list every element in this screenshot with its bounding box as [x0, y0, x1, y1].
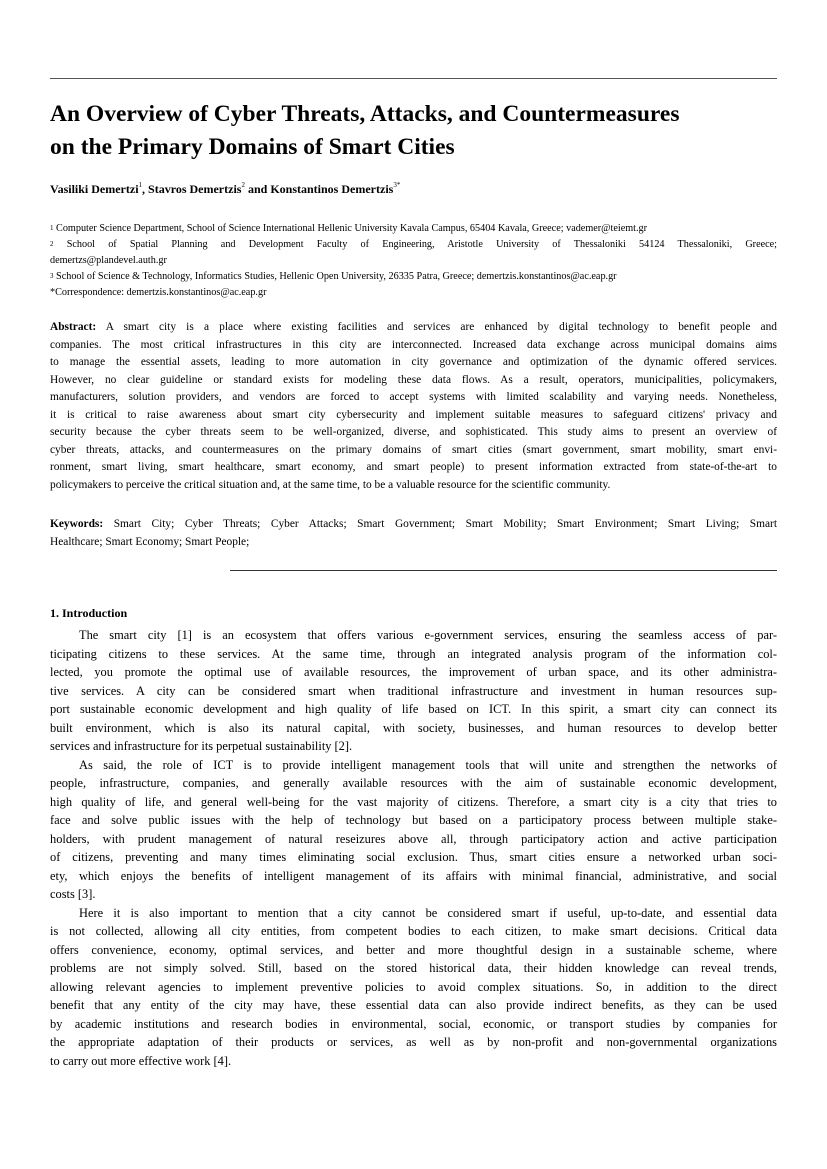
keywords-label: Keywords: — [50, 518, 104, 530]
body-line: benefit that any entity of the city may have, these essential data can also provide indirect benefits, as they can be used — [50, 998, 777, 1012]
body-line: As said, the role of ICT is to provide intelligent management tools that will unite and strengthen the networks of — [79, 757, 777, 772]
body-line: allowing relevant agencies to implement preventive policies to avoid complex situations. So, in addition to the direct — [50, 979, 777, 994]
author-superscript: 1 — [138, 181, 143, 189]
abstract-line: to manage the essential assets, leading to more automation in city governance and optimization of the dynamic offered services. — [50, 356, 777, 368]
body-line: The smart city [1] is an ecosystem that offers various e-government services, ensuring the seamless access of par- — [79, 628, 777, 642]
affiliation-text: School of Spatial Planning and Development Faculty of Engineering, Aristotle University of Thessaloniki 54124 Thessaloniki, Greece; — [53, 239, 777, 250]
affiliation-1 — [50, 221, 777, 237]
abstract-line: it is critical to raise awareness about smart city cybersecurity and implement suitable measures to safeguard citizens' privacy and — [50, 408, 777, 421]
correspondence: *Correspondence: demertzis.konstantinos@ac.eap.gr — [50, 287, 267, 298]
affiliation-3 — [50, 269, 777, 285]
body-line: ticipating citizens to these services. At the same time, through an integrated analysis program of the information col- — [50, 646, 777, 661]
body-line: to carry out more effective work [4]. — [50, 1053, 232, 1068]
title-line-1: An Overview of Cyber Threats, Attacks, and Countermeasures — [50, 101, 680, 127]
abstract-line: companies. The most critical infrastructures in this city are interconnected. Increased data exchange across municipal domains aims — [50, 338, 777, 351]
affiliation-number: 2 — [50, 240, 54, 248]
section-heading: 1. Introduction — [50, 606, 128, 620]
paper-title — [50, 98, 790, 164]
body-line: holders, with prudent management of natural reseizures above all, through participatory action and active participation — [50, 831, 777, 846]
body-line: lected, you promote the optimal use of available resources, the improvement of urban space, and its other administra- — [50, 665, 777, 679]
body-line: is not collected, allowing all city entities, from competent bodies to each citizen, to make smart decisions. Critical data — [50, 924, 777, 938]
body-line: ety, which enjoys the benefits of intelligent management of its affairs with minimal financial, administrative, and social — [50, 868, 777, 883]
body-line: offers convenience, economy, optimal services, and better and more thoughtful design in a sustainable scheme, where — [50, 942, 777, 957]
header-rule — [50, 78, 777, 79]
author-name: Konstantinos Demertzis — [270, 182, 394, 196]
title-line-2: on the Primary Domains of Smart Cities — [50, 134, 455, 160]
body-line: costs [3]. — [50, 887, 96, 901]
affiliations — [50, 221, 777, 301]
body-line: port sustainable economic development and high quality of life based on ICT. In this spirit, a smart city can connect its — [50, 702, 777, 716]
body-line: tive services. A city can be considered smart when traditional infrastructure and investment in human resources sup- — [50, 683, 777, 698]
keywords-line: Keywords: Smart City; Cyber Threats; Cyber Attacks; Smart Government; Smart Mobility; Smart Environment; Smart Living; Smart — [50, 518, 777, 530]
section-rule — [230, 570, 777, 571]
body-line: problems are not simply solved. Still, based on the stored historical data, their hidden knowledge can reveal trends, — [50, 961, 777, 975]
affiliation-2-cont: demertzs@plandevel.auth.gr — [50, 255, 167, 266]
affiliation-number: 1 — [50, 224, 54, 232]
body-line: Here it is also important to mention that a city cannot be considered smart if useful, up-to-date, and essential data — [79, 905, 777, 920]
body-line: high quality of life, and general well-being for the vast majority of citizens. Therefore, a smart city is a city that tries to — [50, 794, 777, 809]
author-separator: and — [244, 182, 271, 196]
affiliation-text: School of Science & Technology, Informatics Studies, Hellenic Open University, 26335 Patra, Greece; demertzis.konstantinos@ac.eap.gr — [53, 271, 617, 282]
abstract-line: policymakers to perceive the critical situation and, at the same time, to be a valuable resource for the scientific community. — [50, 478, 611, 491]
section-body — [50, 626, 777, 1070]
body-line: of citizens, preventing and many times eliminating social exclusion. Thus, smart cities ensure a networked urban soci- — [50, 850, 777, 864]
author-separator: , — [142, 182, 149, 196]
affiliation-2 — [50, 237, 777, 253]
body-line: services and infrastructure for its perpetual sustainability [2]. — [50, 739, 353, 753]
body-line: face and solve public issues with the help of technology but based on a participatory process between multiple stake- — [50, 813, 777, 827]
abstract-line: cyber threats, attacks, and countermeasures on the primary domains of smart cities (smart government, smart mobility, smart envi- — [50, 443, 777, 456]
abstract-line: ronment, smart living, smart healthcare, smart economy, and smart people) to present information extracted from state-of-the-art to — [50, 461, 777, 473]
author-superscript: 2 — [241, 181, 245, 189]
author-name: Stavros Demertzis — [148, 182, 242, 196]
abstract — [50, 319, 777, 494]
author-superscript: 3* — [393, 181, 401, 189]
abstract-line: manufacturers, solution providers, and vendors are forced to accept systems with limited scalability and varying needs. Nonetheless, — [50, 391, 777, 403]
affiliation-number: 3 — [50, 272, 54, 280]
body-line: by academic institutions and research bodies in environmental, social, economic, or transport studies by companies for — [50, 1016, 777, 1031]
body-line: built environment, which is also its natural capital, with society, businesses, and human resources to develop better — [50, 720, 777, 735]
affiliation-text: Computer Science Department, School of Science International Hellenic University Kavala Campus, 65404 Kavala, Greece; vademer@teiemt.gr — [53, 223, 648, 234]
abstract-line: security because the cyber threats seem to be well-organized, diverse, and sophisticated. This study aims to present an overview of — [50, 426, 777, 438]
keywords-line: Healthcare; Smart Economy; Smart People; — [50, 535, 250, 548]
author-list — [50, 182, 400, 197]
body-line: the appropriate adaptation of their products or services, as well as by non-profit and non-governmental organizations — [50, 1035, 777, 1049]
author-name: Vasiliki Demertzi — [50, 182, 139, 196]
abstract-label: Abstract: — [50, 321, 97, 333]
abstract-line: However, no clear guideline or standard exists for modeling these data flows. As a result, operators, municipalities, policymakers, — [50, 373, 777, 386]
body-line: people, infrastructure, companies, and generally available resources with the aim of sustainable economic development, — [50, 776, 777, 790]
abstract-line: Abstract: A smart city is a place where existing facilities and services are enhanced by digital technology to benefit people and — [50, 321, 777, 333]
keywords — [50, 516, 777, 551]
